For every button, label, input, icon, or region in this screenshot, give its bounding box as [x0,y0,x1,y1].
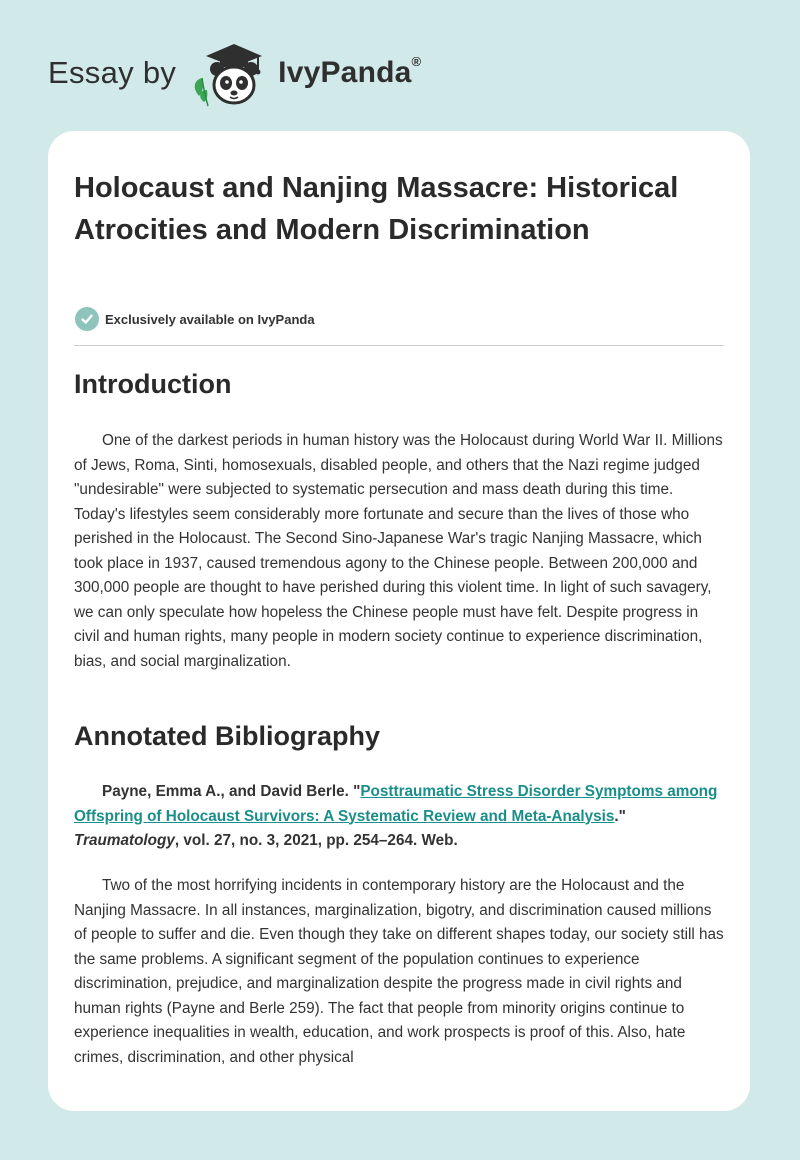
introduction-paragraph: One of the darkest periods in human history was the Holocaust during World War II. Millions of Jews, Roma, Sinti, homosexuals, disabled people, and others that the Nazi regime judged "undesirable" were subjected to systematic persecution and mass death during this time. Today's lifestyles seem considerably more fortunate and secure than the lives of those who perished in the Holocaust. The Second Sino-Japanese War's tragic Nanjing Massacre, which took place in 1937, caused tremendous agony to the Chinese people. Between 200,000 and 300,000 people are thought to have perished during this violent time. In light of such savagery, we can only speculate how hopeless the Chinese people must have felt. Despite progress in civil and human rights, many people in modern society continue to experience discrimination, bias, and social marginalization. [74,432,723,670]
site-header [48,38,421,108]
citation-journal: Traumatology [74,832,175,849]
ivy-leaf-icon [195,78,208,106]
article-card [48,131,750,1111]
article-title: Holocaust and Nanjing Massacre: Historical Atrocities and Modern Discrimination [74,172,679,246]
citation-details: , vol. 27, no. 3, 2021, pp. 254–264. Web. [174,832,458,849]
bibliography-heading: Annotated Bibliography [74,721,380,751]
title-divider [74,345,724,346]
exclusive-badge [75,307,315,331]
citation-after-link: ." [614,807,626,825]
citation-entry [74,780,726,854]
citation-authors: Payne, Emma A., and David Berle. " [102,783,361,800]
introduction-heading: Introduction [74,369,232,399]
exclusive-badge-text: Exclusively available on IvyPanda [105,311,315,327]
essay-by-label: Essay by [48,55,177,90]
bibliography-annotation: Two of the most horrifying incidents in contemporary history are the Holocaust and the Nanjing Massacre. In all instances, marginalization, bigotry, and discrimination caused millions of people to suffer and die. Even though they take on different shapes today, our society still has the same problems. A significant segment of the population continues to experience discrimination, prejudice, and marginalization despite the progress made in civil rights and human rights (Payne and Berle 259). The fact that people from minority origins continue to experience inequalities in wealth, education, and work prospects is proof of this. Also, hate crimes, discrimination, and other physical [74,877,724,1066]
panda-graduate-icon[interactable] [190,38,274,108]
citation-link[interactable]: Posttraumatic Stress Disorder Symptoms among Offspring of Holocaust Survivors: A Systematic Review and Meta-Analysis [74,783,718,825]
check-circle-icon [75,307,99,331]
brand-name[interactable]: IvyPanda® [278,54,422,89]
registered-mark: ® [411,54,422,69]
